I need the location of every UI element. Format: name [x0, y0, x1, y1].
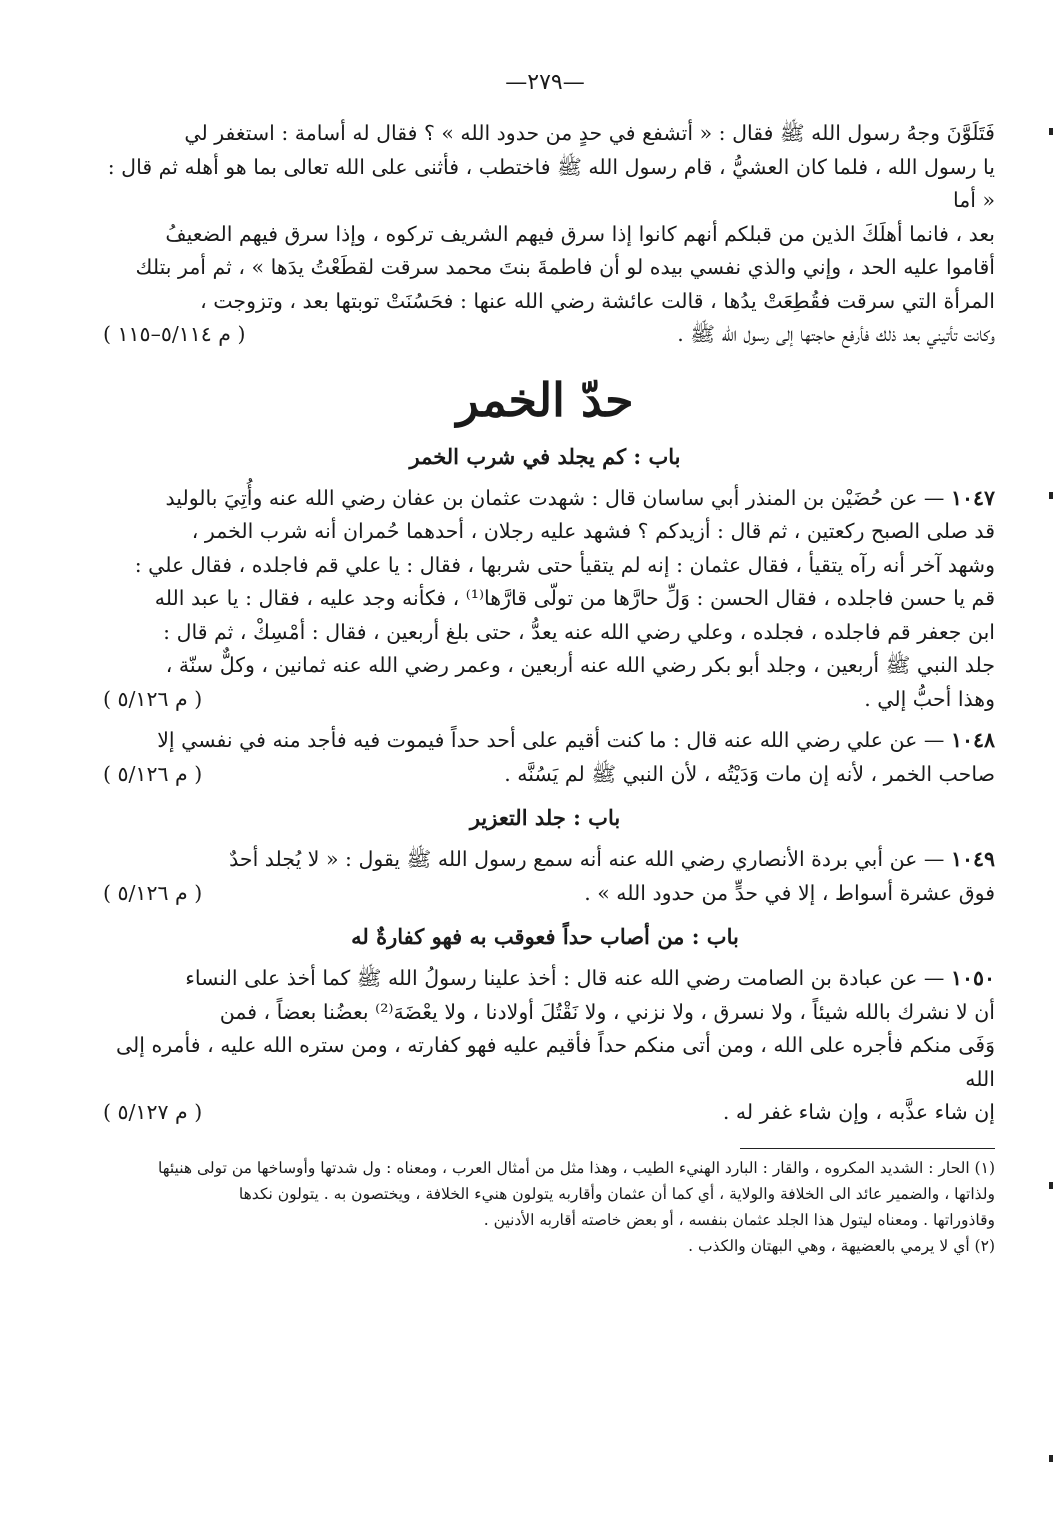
- chapter-heading: باب : جلد التعزير: [469, 805, 621, 830]
- source-reference: ( م ٥/١٢٧ ): [103, 1100, 203, 1124]
- footnote-line: ولذاتها ، والضمير عائد الى الخلافة والولاية ، أي كما أن عثمان وأقاربه يتولون هنيء الخلافة ، ويختصون به . يتولون نكدها: [238, 1184, 995, 1203]
- hadith-1047: [95, 482, 995, 717]
- footnote-line: (١) الحار : الشديد المكروه ، والقار : البارد الهنيء الطيب ، وهذا مثل من أمثال العرب ، ومعناه : ول شدتها وأوساخها من تولى هنيئها: [157, 1158, 995, 1177]
- source-reference: ( م ٥/١٢٦ ): [103, 880, 203, 905]
- source-reference: ( م ٥/١٢٦ ): [103, 761, 203, 786]
- text-line: [95, 843, 995, 877]
- text-line: جلد النبي ﷺ أربعين ، وجلد أبو بكر رضي الله عنه أربعين ، وعمر رضي الله عنه ثمانين ، وكلٌّ سنّة ،: [165, 653, 995, 677]
- hadith-number: ١٠٤٨: [950, 728, 995, 752]
- scan-edge-mark: [1049, 1455, 1053, 1462]
- line-text: — عن علي رضي الله عنه قال : ما كنت أقيم على أحد حداً فيموت فيه فأجد منه في نفسي إلا: [157, 728, 945, 752]
- footnotes: [95, 1148, 995, 1259]
- scan-edge-mark: [1049, 128, 1053, 135]
- intro-paragraph: [95, 117, 995, 352]
- section-title: حدّ الخمر: [456, 372, 634, 427]
- text-line: [95, 962, 995, 996]
- text-line: [95, 482, 995, 516]
- hadith-1048: [95, 724, 995, 791]
- line-text: وكانت تأتيني بعد ذلك فأرفع حاجتها إلى رسول الله ﷺ .: [677, 322, 995, 346]
- text-line: ابن جعفر قم فاجلده ، فجلده ، وعلي رضي الله عنه يعدُّ ، حتى بلغ أربعين ، فقال : أمْسِكْ ، ثم قال :: [163, 619, 995, 644]
- hadith-1050: [95, 962, 995, 1130]
- text-line: المرأة التي سرقت فقُطِعَتْ يدُها ، قالت عائشة رضي الله عنها : فحَسُنَتْ توبتها بعد ، وتزوجت ،: [200, 288, 995, 313]
- footnote-line: (٢) أي لا يرمي بالعضيهة ، وهي البهتان والكذب .: [688, 1236, 995, 1255]
- text-line: يا رسول الله ، فلما كان العشيُّ ، قام رسول الله ﷺ فاختطب ، فأثنى على الله تعالى بما هو أهله ثم قال : « أما: [107, 154, 995, 212]
- text-line: فَتَلَوَّنَ وجهُ رسول الله ﷺ فقال : « أتشفع في حدٍ من حدود الله » ؟ فقال له أسامة : استغفر لي: [184, 121, 995, 145]
- hadith-number: ١٠٥٠: [950, 966, 995, 990]
- text-line: [95, 758, 995, 792]
- footnote-line: وقاذوراتها . ومعناه ليتول هذا الجلد عثمان بنفسه ، أو بعض خاصته أقاربه الأدنين .: [483, 1210, 995, 1229]
- line-text: وهذا أحبُّ إلي .: [864, 686, 995, 711]
- line-text: — عن حُضَيْن بن المنذر أبي ساسان قال : شهدت عثمان بن عفان رضي الله عنه وأُتِيَ بالوليد: [165, 485, 945, 510]
- text-line: [95, 683, 995, 717]
- scan-edge-mark: [1049, 492, 1053, 499]
- text-line: [95, 318, 995, 352]
- line-text: فوق عشرة أسواط ، إلا في حدٍّ من حدود الله » .: [584, 880, 995, 905]
- line-text: — عن عبادة بن الصامت رضي الله عنه قال : أخذ علينا رسولُ الله ﷺ كما أخذ على النساء: [185, 966, 945, 990]
- source-reference: ( م ٥/١٢٦ ): [103, 686, 203, 711]
- text-line: أقاموا عليه الحد ، وإني والذي نفسي بيده لو أن فاطمةَ بنتَ محمد سرقت لقطَعْتُ يدَها » ، ثم أمر بتلك: [135, 255, 995, 279]
- text-line: وَفَى منكم فأجره على الله ، ومن أتى منكم حداً فأقيم عليه فهو كفارته ، ومن ستره الله عليه ، فأمره إلى الله: [115, 1033, 995, 1091]
- page-number: —٢٧٩—: [505, 70, 585, 95]
- text-line: [95, 724, 995, 758]
- footnote-divider: [740, 1148, 995, 1149]
- text-line: [95, 877, 995, 911]
- chapter-heading: باب : كم يجلد في شرب الخمر: [409, 443, 681, 469]
- text-line: قم يا حسن فاجلده ، فقال الحسن : وَلِّ حارَّها من تولّى قارَّها⁽¹⁾ ، فكأنه وجد عليه ، فقال : يا عبد الله: [154, 586, 995, 610]
- line-text: إن شاء عذَّبه ، وإن شاء غفر له .: [722, 1100, 995, 1124]
- chapter-heading: باب : من أصاب حداً فعوقب به فهو كفارةٌ له: [351, 924, 739, 949]
- line-text: — عن أبي بردة الأنصاري رضي الله عنه أنه سمع رسول الله ﷺ يقول : « لا يُجلد أحدٌ: [229, 847, 945, 871]
- source-reference: ( م ٥/١١٤–١١٥ ): [103, 322, 246, 346]
- hadith-number: ١٠٤٩: [950, 847, 995, 871]
- text-line: بعد ، فانما أهلَكَ الذين من قبلكم أنهم كانوا إذا سرق فيهم الشريف تركوه ، وإذا سرق فيهم الضعيفُ: [165, 221, 995, 246]
- text-line: أن لا نشرك بالله شيئاً ، ولا نسرق ، ولا نزني ، ولا نَقْتُلَ أولادنا ، ولا يعْضَهَ⁽²⁾ بعضُنا بعضاً ، فمن: [219, 999, 995, 1024]
- text-line: وشهد آخر أنه رآه يتقيأ ، فقال عثمان : إنه لم يتقيأ حتى شربها ، فقال : يا علي قم فاجلده ، فقال علي :: [134, 552, 995, 577]
- scan-edge-mark: [1049, 1182, 1053, 1189]
- hadith-1049: [95, 843, 995, 910]
- text-line: قد صلى الصبح ركعتين ، ثم قال : أزيدكم ؟ فشهد عليه رجلان ، أحدهما حُمران أنه شرب الخمر ،: [191, 519, 995, 543]
- text-line: [95, 1096, 995, 1130]
- page: [95, 70, 995, 1259]
- line-text: صاحب الخمر ، لأنه إن مات وَدَيْتُه ، لأن النبي ﷺ لم يَسُنَّه .: [504, 761, 995, 786]
- hadith-number: ١٠٤٧: [950, 485, 995, 510]
